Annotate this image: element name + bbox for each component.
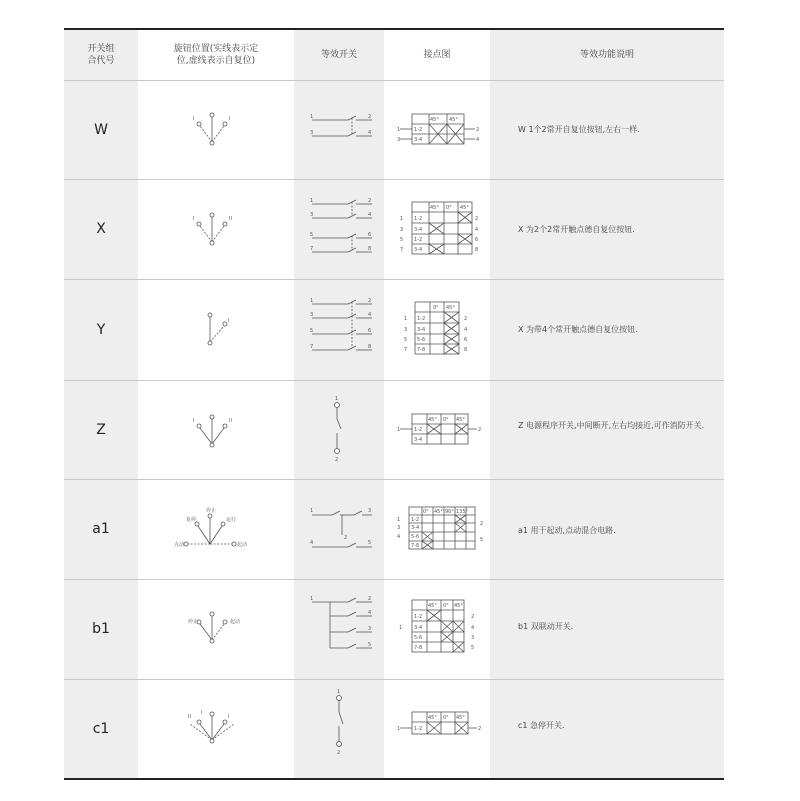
svg-text:4: 4 xyxy=(476,137,480,143)
svg-text:8: 8 xyxy=(368,246,372,252)
svg-text:1-2: 1-2 xyxy=(411,517,420,523)
svg-text:45°: 45° xyxy=(446,305,455,311)
svg-text:3: 3 xyxy=(368,626,372,632)
svg-text:1: 1 xyxy=(310,596,314,602)
svg-text:45°: 45° xyxy=(428,417,437,423)
svg-text:6: 6 xyxy=(368,232,372,238)
equivalent-switch-diagram xyxy=(310,505,380,555)
svg-text:7-8: 7-8 xyxy=(411,543,420,549)
equivalent-switch-diagram xyxy=(310,298,380,360)
knob-position-diagram xyxy=(190,410,240,450)
row-divider xyxy=(64,679,724,680)
svg-text:4: 4 xyxy=(471,625,475,631)
svg-text:4: 4 xyxy=(464,327,468,333)
svg-text:7-8: 7-8 xyxy=(414,645,423,651)
svg-text:5: 5 xyxy=(368,540,372,546)
svg-text:45°: 45° xyxy=(434,509,443,515)
svg-text:I: I xyxy=(201,710,203,716)
svg-text:2: 2 xyxy=(476,127,480,133)
svg-text:2: 2 xyxy=(478,427,482,433)
svg-text:7: 7 xyxy=(400,247,404,253)
svg-text:45°: 45° xyxy=(460,205,469,211)
svg-text:起动: 起动 xyxy=(237,542,248,548)
svg-text:II: II xyxy=(229,418,232,424)
svg-text:4: 4 xyxy=(310,540,314,546)
svg-text:1: 1 xyxy=(335,396,339,402)
svg-text:2: 2 xyxy=(344,535,348,541)
svg-text:1: 1 xyxy=(310,198,314,204)
svg-text:3: 3 xyxy=(397,525,401,531)
contact-diagram xyxy=(397,598,485,654)
svg-text:1-2: 1-2 xyxy=(414,127,423,133)
row-divider xyxy=(64,380,724,381)
row-description: W 1个2常开自复位按钮,左右一样. xyxy=(518,125,640,134)
svg-text:45°: 45° xyxy=(428,603,437,609)
svg-text:1: 1 xyxy=(397,127,401,133)
svg-text:45°: 45° xyxy=(456,417,465,423)
svg-text:1: 1 xyxy=(310,508,314,514)
svg-text:2: 2 xyxy=(478,726,482,732)
svg-text:1: 1 xyxy=(337,689,341,695)
contact-diagram xyxy=(397,710,482,738)
svg-text:3: 3 xyxy=(404,327,408,333)
svg-text:5: 5 xyxy=(471,645,475,651)
svg-text:5: 5 xyxy=(310,232,314,238)
row-code: c1 xyxy=(92,720,110,737)
svg-text:II: II xyxy=(188,714,191,720)
row-divider xyxy=(64,579,724,580)
row-description: a1 用于起动,点动混合电路. xyxy=(518,526,616,535)
svg-text:2: 2 xyxy=(337,750,341,756)
svg-text:0°: 0° xyxy=(423,509,429,515)
svg-text:5-6: 5-6 xyxy=(411,534,420,540)
svg-text:2: 2 xyxy=(475,216,479,222)
svg-text:1: 1 xyxy=(400,216,404,222)
row-code: Z xyxy=(96,421,106,438)
svg-text:点动: 点动 xyxy=(174,542,185,548)
knob-position-diagram xyxy=(180,706,250,748)
svg-text:1-2: 1-2 xyxy=(414,237,423,243)
svg-text:5-6: 5-6 xyxy=(414,635,423,641)
svg-text:2: 2 xyxy=(464,316,468,322)
svg-text:4: 4 xyxy=(397,534,401,540)
svg-text:2: 2 xyxy=(368,298,372,304)
svg-text:90°: 90° xyxy=(445,509,454,515)
svg-text:2: 2 xyxy=(471,614,475,620)
svg-text:7-8: 7-8 xyxy=(417,347,426,353)
svg-text:3-4: 3-4 xyxy=(414,437,423,443)
header-function: 等效功能说明 xyxy=(579,50,634,60)
svg-text:复停: 复停 xyxy=(186,517,197,523)
svg-text:3: 3 xyxy=(310,312,314,318)
svg-text:1: 1 xyxy=(397,517,401,523)
header-contact: 接点图 xyxy=(423,50,451,60)
svg-text:4: 4 xyxy=(368,212,372,218)
svg-text:8: 8 xyxy=(368,344,372,350)
svg-text:0°: 0° xyxy=(443,417,449,423)
svg-text:停止: 停止 xyxy=(188,619,199,625)
knob-position-diagram xyxy=(180,606,250,648)
row-code: Y xyxy=(96,321,106,338)
svg-text:135°: 135° xyxy=(456,509,469,515)
svg-text:1-2: 1-2 xyxy=(414,427,423,433)
knob-position-diagram xyxy=(190,208,240,248)
svg-text:5: 5 xyxy=(310,328,314,334)
svg-text:2: 2 xyxy=(368,596,372,602)
row-description: Z 电源程序开关,中间断开,左右均接近,可作消防开关. xyxy=(518,421,705,430)
svg-text:7: 7 xyxy=(310,344,314,350)
svg-text:2: 2 xyxy=(480,521,484,527)
svg-text:45°: 45° xyxy=(428,715,437,721)
svg-text:1: 1 xyxy=(310,298,314,304)
svg-text:8: 8 xyxy=(475,247,479,253)
svg-text:3: 3 xyxy=(310,212,314,218)
svg-text:0°: 0° xyxy=(443,715,449,721)
svg-text:4: 4 xyxy=(368,312,372,318)
svg-text:7: 7 xyxy=(404,347,408,353)
svg-text:1-2: 1-2 xyxy=(417,316,426,322)
svg-text:1: 1 xyxy=(399,625,403,631)
svg-text:5-6: 5-6 xyxy=(417,337,426,343)
svg-text:II: II xyxy=(229,216,232,222)
svg-text:3-4: 3-4 xyxy=(414,227,423,233)
svg-text:3-4: 3-4 xyxy=(414,625,423,631)
header-position: 旋钮位置(实线表示定 位,虚线表示自复位) xyxy=(173,44,259,66)
svg-text:1-2: 1-2 xyxy=(414,726,423,732)
row-code: b1 xyxy=(92,621,110,637)
contact-diagram xyxy=(397,412,482,446)
equivalent-switch-diagram xyxy=(310,596,380,658)
svg-text:5: 5 xyxy=(480,537,484,543)
svg-text:I: I xyxy=(229,116,231,122)
svg-text:1: 1 xyxy=(397,726,401,732)
svg-text:45°: 45° xyxy=(456,715,465,721)
equivalent-switch-diagram xyxy=(310,114,380,144)
header-code: 开关组 合代号 xyxy=(87,44,115,66)
svg-text:3: 3 xyxy=(400,227,404,233)
equivalent-switch-diagram xyxy=(325,395,355,465)
svg-text:3: 3 xyxy=(471,635,475,641)
knob-position-diagram xyxy=(200,308,240,348)
contact-diagram xyxy=(397,112,482,146)
equivalent-switch-diagram xyxy=(325,690,355,760)
svg-text:5: 5 xyxy=(400,237,404,243)
svg-text:0°: 0° xyxy=(433,305,439,311)
svg-text:I: I xyxy=(228,714,230,720)
svg-text:I: I xyxy=(193,116,195,122)
svg-text:3: 3 xyxy=(397,137,401,143)
svg-text:I: I xyxy=(193,418,195,424)
row-divider xyxy=(64,179,724,180)
svg-text:1-2: 1-2 xyxy=(414,614,423,620)
svg-text:1-2: 1-2 xyxy=(414,216,423,222)
row-divider xyxy=(64,479,724,480)
svg-text:3-4: 3-4 xyxy=(414,247,423,253)
row-divider xyxy=(64,279,724,280)
svg-text:6: 6 xyxy=(368,328,372,334)
svg-text:3: 3 xyxy=(310,130,314,136)
svg-text:I: I xyxy=(228,318,230,324)
svg-text:1: 1 xyxy=(310,114,314,120)
row-divider xyxy=(64,80,724,81)
svg-text:5: 5 xyxy=(404,337,408,343)
svg-text:3: 3 xyxy=(368,508,372,514)
row-description: c1 急停开关. xyxy=(518,721,565,730)
svg-text:45°: 45° xyxy=(449,117,458,123)
row-description: X 为带4个常开触点德自复位按钮. xyxy=(518,325,638,334)
svg-text:2: 2 xyxy=(368,198,372,204)
svg-text:2: 2 xyxy=(335,457,339,463)
row-description: b1 双联动开关. xyxy=(518,622,574,631)
table-bottom-rule xyxy=(64,778,724,780)
svg-text:4: 4 xyxy=(368,610,372,616)
equivalent-switch-diagram xyxy=(310,198,380,260)
svg-text:4: 4 xyxy=(368,130,372,136)
svg-text:45°: 45° xyxy=(430,117,439,123)
svg-text:0°: 0° xyxy=(443,603,449,609)
row-code: a1 xyxy=(92,521,110,537)
svg-text:45°: 45° xyxy=(454,603,463,609)
svg-text:8: 8 xyxy=(464,347,468,353)
row-code: X xyxy=(96,221,106,237)
svg-text:1: 1 xyxy=(397,427,401,433)
function-column-bg xyxy=(490,30,724,778)
svg-text:起动: 起动 xyxy=(230,619,241,625)
svg-text:停止: 停止 xyxy=(206,508,217,514)
svg-text:2: 2 xyxy=(368,114,372,120)
svg-text:3-4: 3-4 xyxy=(414,137,423,143)
svg-text:6: 6 xyxy=(464,337,468,343)
svg-text:1: 1 xyxy=(404,316,408,322)
svg-text:运行: 运行 xyxy=(226,517,237,523)
svg-text:3-4: 3-4 xyxy=(417,327,426,333)
contact-diagram xyxy=(400,300,485,356)
svg-text:4: 4 xyxy=(475,227,479,233)
svg-text:45°: 45° xyxy=(430,205,439,211)
knob-position-diagram xyxy=(170,506,250,552)
svg-text:6: 6 xyxy=(475,237,479,243)
svg-text:7: 7 xyxy=(310,246,314,252)
svg-text:5: 5 xyxy=(368,642,372,648)
svg-text:3-4: 3-4 xyxy=(411,525,420,531)
svg-text:I: I xyxy=(193,216,195,222)
contact-diagram xyxy=(397,200,482,256)
contact-diagram xyxy=(394,505,486,551)
knob-position-diagram xyxy=(190,108,240,148)
row-code: W xyxy=(94,121,108,138)
header-equivalent: 等效开关 xyxy=(320,50,357,60)
svg-text:0°: 0° xyxy=(446,205,452,211)
row-description: X 为2个2常开触点德自复位按钮. xyxy=(518,225,635,234)
